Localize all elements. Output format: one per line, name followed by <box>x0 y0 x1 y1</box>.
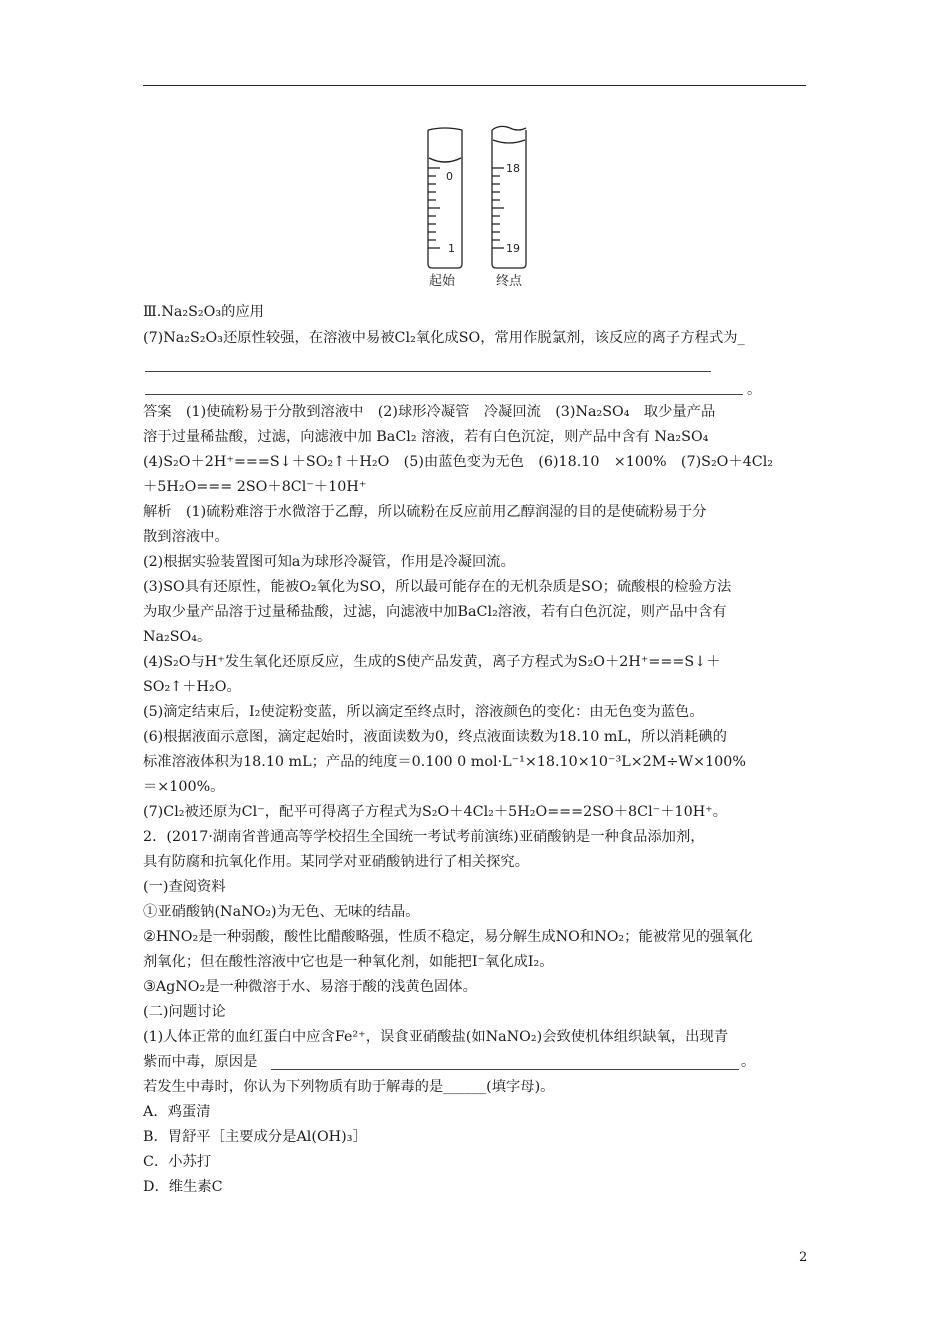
answer-blank-line-1 <box>145 371 711 372</box>
start-mark-0: 0 <box>446 170 453 183</box>
analysis-line: SO₂↑＋H₂O。 <box>143 679 241 695</box>
analysis-line: (6)根据液面示意图，滴定起始时，液面读数为0，终点液面读数为18.10 mL，所以消耗碘的 <box>143 729 727 745</box>
option-b: B．胃舒平［主要成分是Al(OH)₃］ <box>143 1129 367 1145</box>
problem2-line: 紫而中毒，原因是 <box>143 1054 258 1070</box>
section3-heading: Ⅲ.Na₂S₂O₃的应用 <box>143 304 264 320</box>
start-mark-1: 1 <box>448 242 455 255</box>
burette-start <box>428 128 462 268</box>
answer-line: (4)S₂O＋2H⁺===S↓＋SO₂↑＋H₂O (5)由蓝色变为无色 (6)18.10 ×100% (7)S₂O＋4Cl₂ <box>143 454 774 470</box>
problem2-line: (一)查阅资料 <box>143 879 226 895</box>
option-a: A．鸡蛋清 <box>143 1104 211 1120</box>
reason-blank-line <box>271 1069 739 1070</box>
reason-period: 。 <box>741 1054 756 1070</box>
answer-line: ＋5H₂O=== 2SO＋8Cl⁻＋10H⁺ <box>143 479 367 495</box>
analysis-line: (4)S₂O与H⁺发生氧化还原反应，生成的S使产品发黄，离子方程式为S₂O＋2H⁺===S↓＋ <box>143 654 721 670</box>
option-c: C．小苏打 <box>143 1154 212 1170</box>
analysis-line: (3)SO具有还原性，能被O₂氧化为SO，所以最可能存在的无机杂质是SO；硫酸根的检验方法 <box>143 579 732 595</box>
problem2-line: 2．(2017·湖南省普通高等学校招生全国统一考试考前演练)亚硝酸钠是一种食品添加剂， <box>143 829 705 845</box>
analysis-line: 散到溶液中。 <box>143 529 229 545</box>
label-end: 终点 <box>496 274 523 289</box>
problem2-line: (1)人体正常的血红蛋白中应含Fe²⁺，误食亚硝酸盐(如NaNO₂)会致使机体组织缺氧，出现青 <box>143 1029 729 1045</box>
analysis-line: 解析 (1)硫粉难溶于水微溶于乙醇，所以硫粉在反应前用乙醇润湿的目的是使硫粉易于分 <box>143 504 707 520</box>
analysis-line: Na₂SO₄。 <box>143 629 212 645</box>
problem2-line: ②HNO₂是一种弱酸，酸性比醋酸略强，性质不稳定，易分解生成NO和NO₂；能被常见的强氧化 <box>143 929 753 945</box>
question-7-period: 。 <box>747 382 762 398</box>
label-start: 起始 <box>429 274 456 289</box>
answer-line: 溶于过量稀盐酸，过滤，向滤液中加 BaCl₂ 溶液，若有白色沉淀，则产品中含有 Na₂SO₄ <box>143 429 709 445</box>
end-mark-19: 19 <box>506 242 520 255</box>
page-number: 2 <box>799 1250 808 1265</box>
analysis-line: 标准溶液体积为18.10 mL；产品的纯度＝0.100 0 mol·L⁻¹×18.10×10⁻³L×2M÷W×100% <box>143 754 746 770</box>
analysis-line: (2)根据实验装置图可知a为球形冷凝管，作用是冷凝回流。 <box>143 554 515 570</box>
option-d: D．维生素C <box>143 1179 223 1195</box>
answer-line: 答案 (1)使硫粉易于分散到溶液中 (2)球形冷凝管 冷凝回流 (3)Na₂SO₄ 取少量产品 <box>143 404 716 420</box>
problem2-line: ①亚硝酸钠(NaNO₂)为无色、无味的结晶。 <box>143 904 420 920</box>
analysis-line: ＝×100%。 <box>143 779 225 795</box>
problem2-line: ③AgNO₂是一种微溶于水、易溶于酸的浅黄色固体。 <box>143 979 477 995</box>
problem2-line: (二)问题讨论 <box>143 1004 226 1020</box>
end-mark-18: 18 <box>506 162 520 175</box>
analysis-line: (7)Cl₂被还原为Cl⁻，配平可得离子方程式为S₂O＋4Cl₂＋5H₂O===2SO＋8Cl⁻＋10H⁺。 <box>143 804 727 820</box>
question-7: (7)Na₂S₂O₃还原性较强，在溶液中易被Cl₂氧化成SO，常用作脱氯剂，该反应的离子方程式为_ <box>143 330 745 346</box>
header-rule <box>143 85 806 86</box>
problem2-line: 剂氧化；但在酸性溶液中它也是一种氧化剂，如能把I⁻氧化成I₂。 <box>143 954 554 970</box>
answer-blank-line-2 <box>145 394 743 395</box>
analysis-line: 为取少量产品溶于过量稀盐酸，过滤，向滤液中加BaCl₂溶液，若有白色沉淀，则产品中含有 <box>143 604 727 620</box>
analysis-line: (5)滴定结束后，I₂使淀粉变蓝，所以滴定至终点时，溶液颜色的变化：由无色变为蓝色。 <box>143 704 704 720</box>
problem2-line: 具有防腐和抗氧化作用。某同学对亚硝酸钠进行了相关探究。 <box>143 854 530 870</box>
problem2-line: 若发生中毒时，你认为下列物质有助于解毒的是______(填字母)。 <box>143 1079 555 1095</box>
